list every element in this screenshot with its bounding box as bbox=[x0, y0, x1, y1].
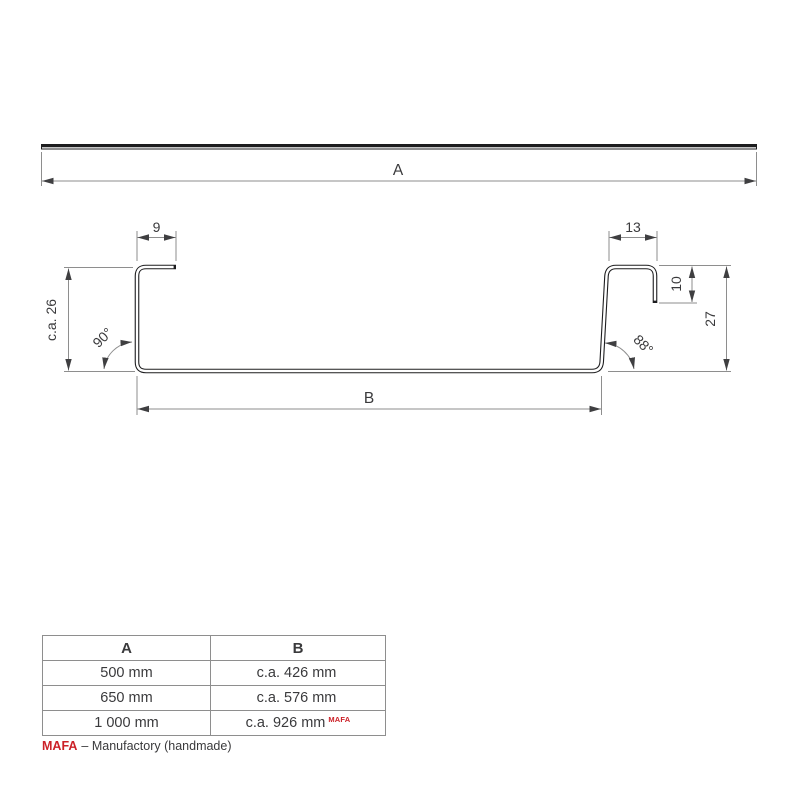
dim-label-a: A bbox=[392, 162, 404, 179]
table-cell-b-value: c.a. 426 mm bbox=[256, 665, 337, 681]
table-cell-b bbox=[211, 711, 386, 736]
table-row bbox=[43, 686, 386, 711]
profile-outline-core bbox=[137, 267, 655, 371]
dim-label-ca26: c.a. 26 bbox=[43, 298, 59, 342]
dim-label-9: 9 bbox=[152, 219, 161, 235]
table-cell-note-mafa: MAFA bbox=[328, 715, 351, 724]
angle-label-90: 90° bbox=[89, 324, 116, 351]
table-cell-b-value: c.a. 926 mm bbox=[245, 715, 326, 731]
footnote bbox=[42, 739, 232, 753]
footnote-abbr: MAFA bbox=[42, 739, 78, 753]
table-cell-b-value: c.a. 576 mm bbox=[256, 690, 337, 706]
angle-arc-90 bbox=[104, 342, 132, 369]
dim-label-27: 27 bbox=[702, 311, 718, 327]
table-header-b: B bbox=[211, 636, 386, 661]
dim-label-b: B bbox=[363, 390, 375, 407]
dim-label-10: 10 bbox=[668, 276, 684, 292]
table-cell-b bbox=[211, 686, 386, 711]
table-cell-a: 650 mm bbox=[43, 686, 211, 711]
table-cell-a: 500 mm bbox=[43, 661, 211, 686]
profile-outline bbox=[137, 267, 655, 371]
dimensions-table bbox=[42, 635, 386, 736]
table-header-row bbox=[43, 636, 386, 661]
table-row bbox=[43, 711, 386, 736]
angle-label-88: 88° bbox=[630, 331, 657, 358]
footnote-text: – Manufactory (handmade) bbox=[81, 739, 232, 753]
table-cell-b bbox=[211, 661, 386, 686]
table-cell-a: 1 000 mm bbox=[43, 711, 211, 736]
dim-label-13: 13 bbox=[625, 219, 641, 235]
angle-arc-88 bbox=[605, 343, 634, 369]
table-header-a: A bbox=[43, 636, 211, 661]
table-row bbox=[43, 661, 386, 686]
